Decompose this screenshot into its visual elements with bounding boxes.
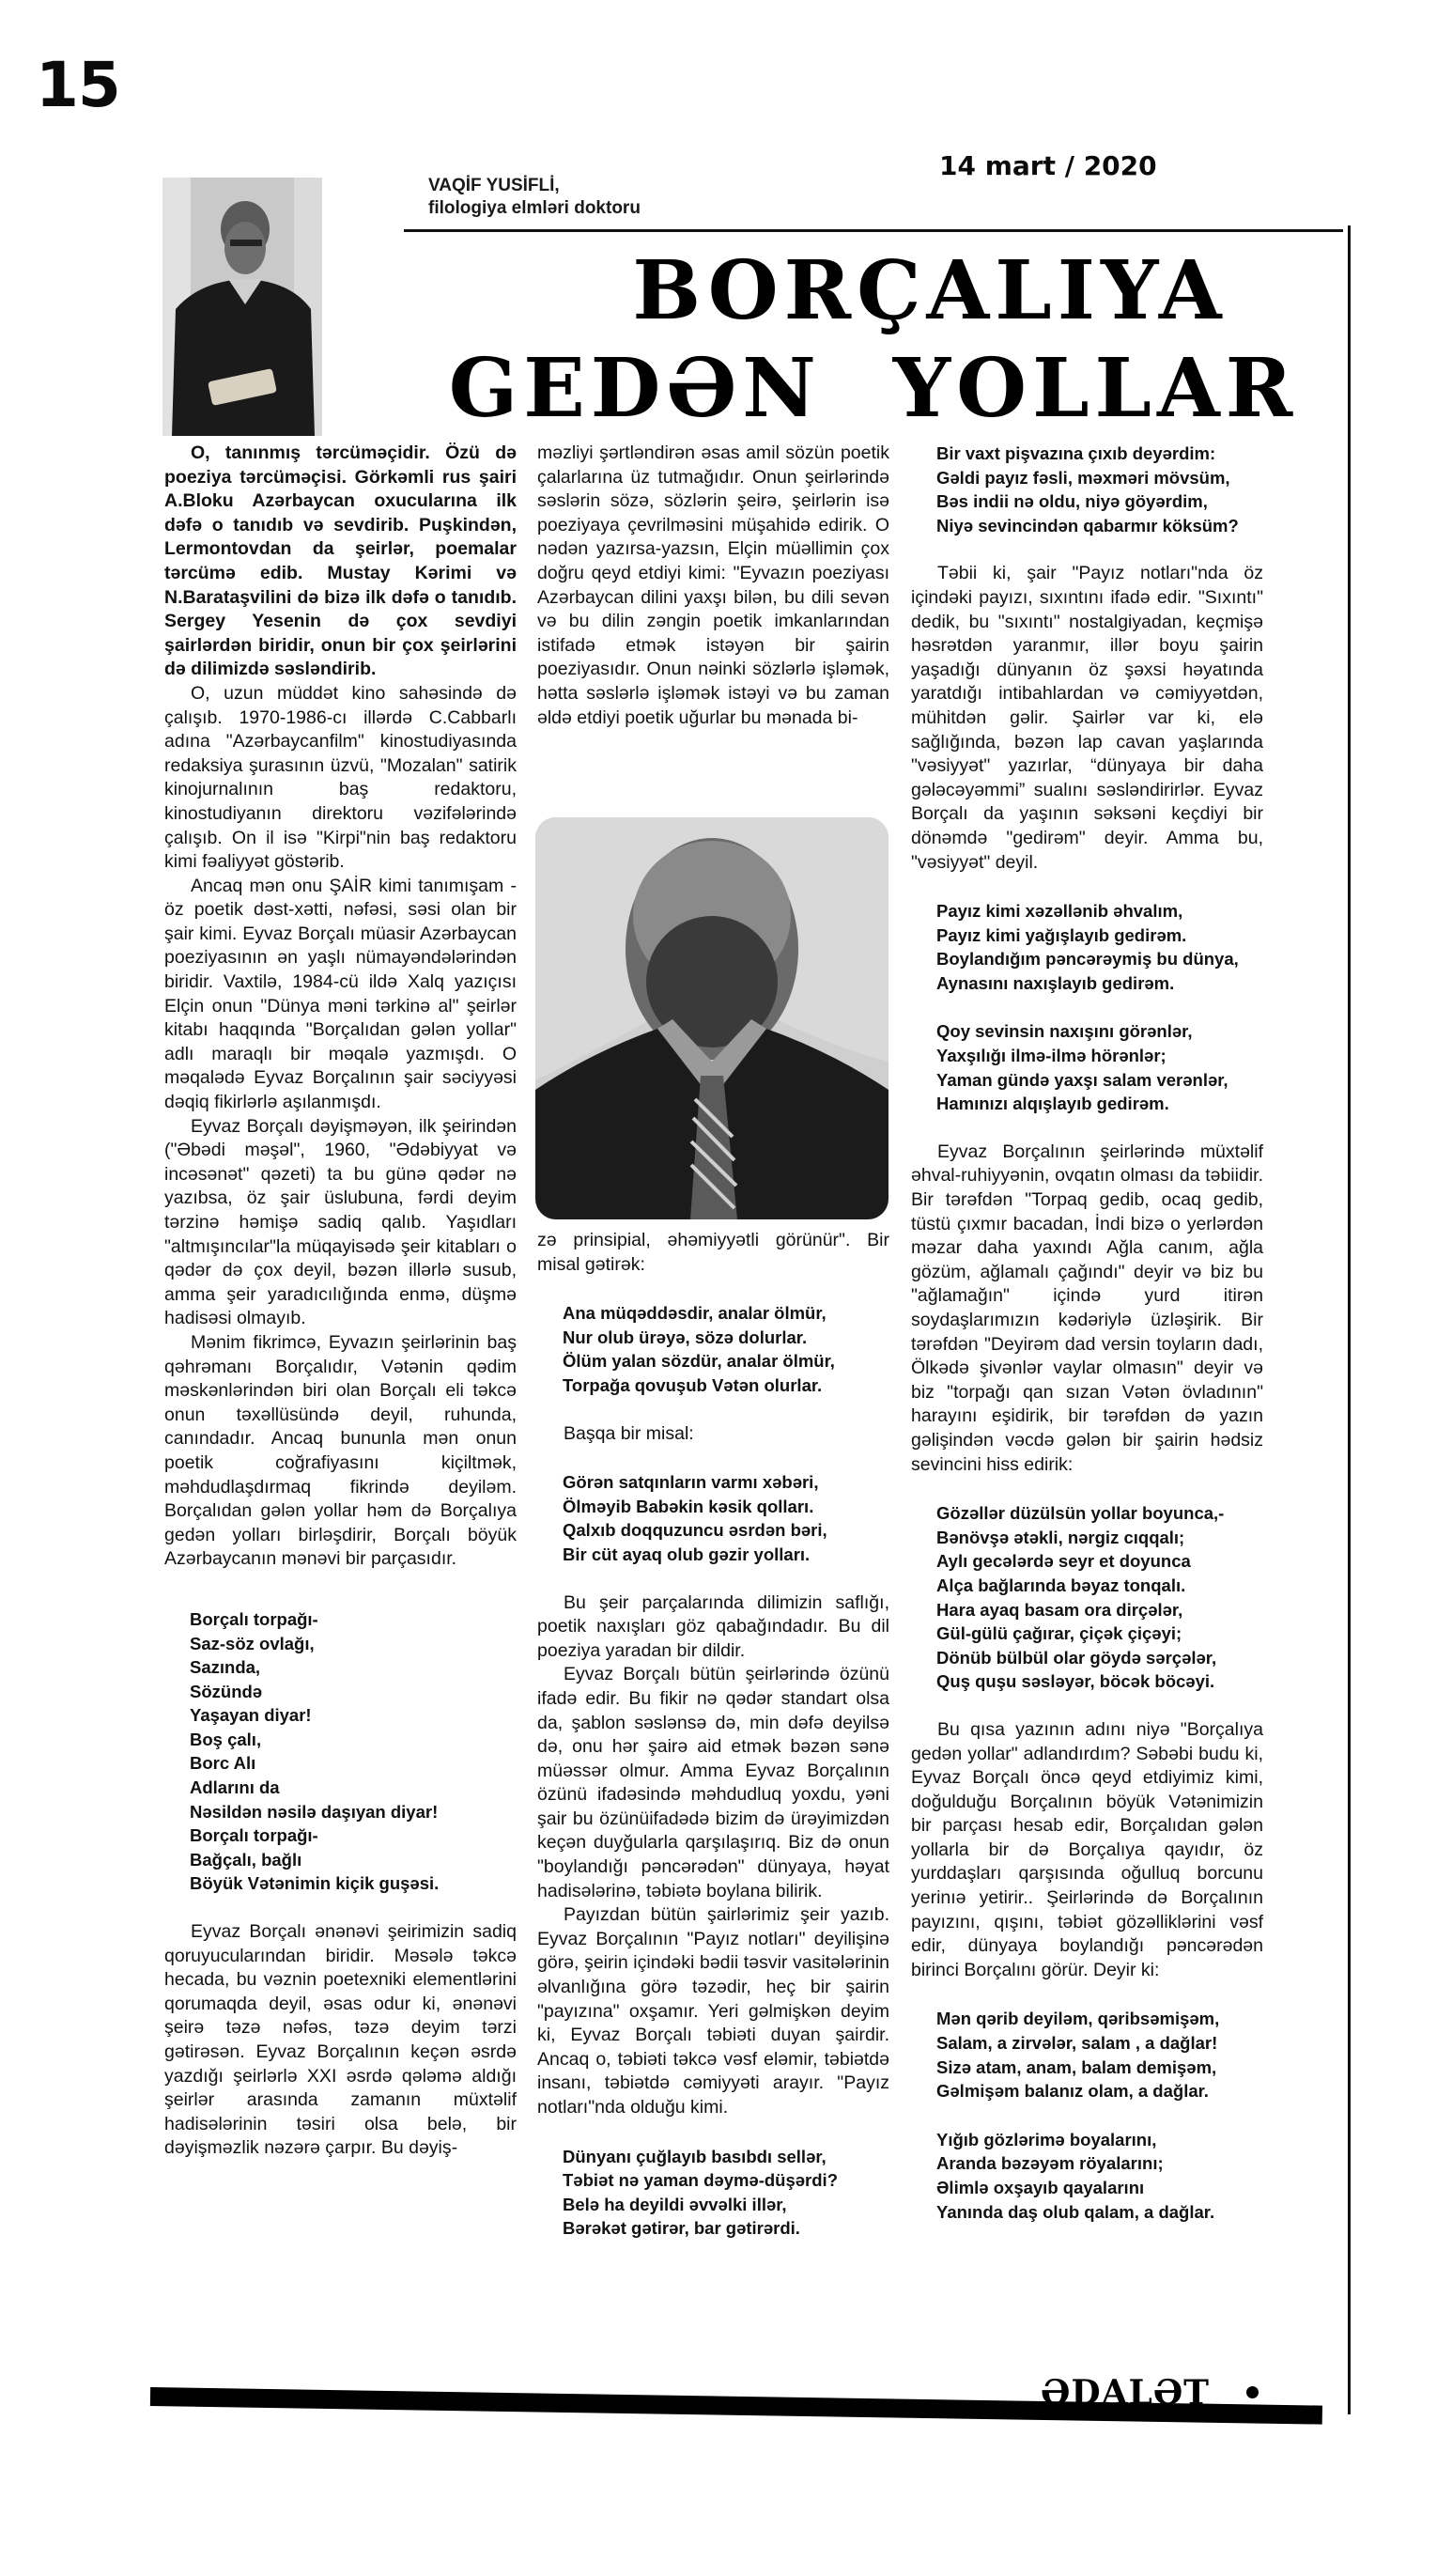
poem-line: Borçalı torpağı- [190, 1825, 318, 1846]
poem-block [537, 1301, 889, 1397]
poem-block [911, 1501, 1263, 1694]
poem-line: Mən qərib deyiləm, qəribsəmişəm, [936, 2009, 1220, 2029]
column-rule-right [1348, 225, 1351, 2414]
poem-line: Qalxıb doqquzuncu əsrdən bəri, [563, 1520, 827, 1541]
paragraph: Eyvaz Borçalı ənənəvi şeirimizin sadiq qoruyucularından biridir. Məsələ təkcə hecada, bu vəznin poetexniki elementlərini qorumaqda deyil, əsas odur ki, ənənəvi şeirə təzə nəfəs, təzə deyim tərzi gətirəsən. Eyvaz Borçalının keçən əsrdə yazdığı şeirlərlə XXI əsrdə qələmə aldığı şeirlər arasında zamanın müxtəlif hadisələrinin təsiri olsa belə, bir dəyişməzlik nəzərə çarpır. Bu dəyiş- [164, 1921, 517, 2159]
poem-line: Borçalı torpağı- [190, 1608, 318, 1629]
paragraph: Ancaq mən onu ŞAİR kimi tanımışam - öz poetik dəst-xətti, nəfəsi, səsi olan bir şair kimi. Eyvaz Borçalı müasir Azərbaycan poeziyasının ən yaşlı nümayəndələrindən biridir. Vaxtilə, 1984-cü ildə Xalq yazıçısı Elçin onun "Dünya məni tərkinə al" şeirlər kitabı haqqında "Borçalıdan gələn yollar" adlı maraqlı bir məqalə yazmışdı. O məqalədə Eyvaz Borçalının şair səciyyəsi dəqiq fikirlərlə aşılanmışdı. [164, 875, 517, 1113]
author-title: filologiya elmləri doktoru [428, 198, 641, 218]
poem-line: Böyük Vətənimin kiçik guşəsi. [190, 1873, 440, 1894]
poem-line: Yaxşılığı ilmə-ilmə hörənlər; [936, 1046, 1167, 1066]
poem-block [164, 1607, 517, 1896]
poem-line: Quş quşu səsləyər, böcək böcəyi. [936, 1671, 1215, 1692]
poem-line: Bəs indii nə oldu, niyə göyərdim, [936, 491, 1208, 512]
poem-line: Yaman gündə yaxşı salam verənlər, [936, 1069, 1228, 1090]
author-portrait-image [162, 178, 322, 436]
poem-line: Sözündə [190, 1681, 263, 1701]
poem-line: Gül-gülü çağırar, çiçək çiçəyi; [936, 1623, 1182, 1644]
poem-block [537, 2145, 889, 2241]
poem-line: Adlarını da [190, 1777, 280, 1798]
poem-block [911, 899, 1263, 995]
poem-line: Belə ha deyildi əvvəlki illər, [563, 2194, 787, 2214]
poem-line: Saz-söz ovlağı, [190, 1633, 315, 1653]
poem-line: Payız kimi yağışlayıb gedirəm. [936, 924, 1187, 945]
poem-line: Təbiət nə yaman dəymə-düşərdi? [563, 2170, 839, 2191]
subject-photo [535, 817, 888, 1219]
poem-line: Aranda bəzəyəm röyalarını; [936, 2153, 1164, 2174]
poem-line: Nəsildən nəsilə daşıyan diyar! [190, 1801, 439, 1822]
byline-divider [404, 229, 1343, 232]
paragraph: O, uzun müddət kino sahəsində də çalışıb. 1970-1986-cı illərdə C.Cabbarlı adına "Azərbaycanfilm" kinostudiyasında redaksiya şurasının üzvü, "Mozalan" satirik kinojurnalının baş redaktoru, kinostudiyanın direktoru vəzifələrində çalışıb. On il isə "Kirpi"nin baş redaktoru kimi fəaliyyət göstərib. [164, 682, 517, 873]
poem-line: Qoy sevinsin naxışını görənlər, [936, 1021, 1193, 1042]
poem-line: Ölməyib Babəkin kəsik qolları. [563, 1496, 814, 1516]
poem-line: Ana müqəddəsdir, analar ölmür, [563, 1303, 827, 1324]
poem-block [911, 1019, 1263, 1115]
paragraph: Başqa bir misal: [564, 1422, 694, 1444]
column-right [911, 442, 1263, 2248]
poem-line: Sizə atam, anam, balam demişəm, [936, 2056, 1217, 2077]
poem-line: Borc Alı [190, 1753, 256, 1774]
author-name: VAQİF YUSİFLİ, [428, 176, 560, 195]
subject-portrait-image [535, 817, 888, 1219]
poem-line: Yığıb gözlərimə boyalarını, [936, 2129, 1157, 2149]
poem-line: Aynasını naxışlayıb gedirəm. [936, 972, 1175, 993]
poem-line: Bir cüt ayaq olub gəzir yolları. [563, 1544, 811, 1564]
poem-line: Aylı gecələrdə seyr et doyunca [936, 1551, 1191, 1572]
poem-line: Hara ayaq basam ora dirçələr, [936, 1599, 1183, 1620]
paragraph: Mənim fikrimcə, Eyvazın şeirlərinin baş qəhrəmanı Borçalıdır, Vətənin qədim məskənlərindən biri olan Borçalı eli təkcə onun təxəllüsündə deyil, ruhunda, canındadır. Ancaq bununla mən onun poetik coğrafiyasını kiçiltmək, məhdudlaşdırmaq fikrində deyiləm. Borçalıdan gələn yollar həm də Borçalıya gedən yolları birləşdirir, Borçalı böyük Azərbaycanın mənəvi bir parçasıdır. [164, 1331, 517, 1570]
poem-line: Bənövşə ətəkli, nərgiz cıqqalı; [936, 1527, 1185, 1547]
paragraph: Payızdan bütün şairlərimiz şeir yazıb. Eyvaz Borçalının "Payız notları" deyilişinə görə, şeirin içindəki bədii təsvir vasitələrinin əlvanlığına görə təzədir, heç bir şairin "payızına" oxşamır. Yeri gəlmişkən deyim ki, Eyvaz Borçalı təbiəti duyan şairdir. Ancaq o, təbiəti təkcə vəsf eləmir, təbiətdə insanı, təbiətdə cəmiyyəti arayır. "Payız notları"nda olduğu kimi. [537, 1904, 889, 2118]
poem-line: Nur olub ürəyə, sözə dolurlar. [563, 1327, 808, 1347]
poem-block [537, 1470, 889, 1566]
bullet-dot-icon [1246, 2386, 1259, 2398]
poem-line: Payız kimi xəzəllənib əhvalım, [936, 901, 1183, 922]
poem-block [911, 442, 1263, 537]
poem-block [911, 2007, 1263, 2103]
poem-line: Sazında, [190, 1657, 261, 1678]
poem-line: Hamınızı alqışlayıb gedirəm. [936, 1094, 1169, 1114]
poem-line: Salam, a zirvələr, salam , a dağlar! [936, 2033, 1218, 2054]
poem-line: Alça bağlarında bəyaz tonqalı. [936, 1575, 1186, 1595]
paragraph: Təbii ki, şair "Payız notları"nda öz içindəki payızı, sıxıntını ifadə edir. "Sıxıntı" dedik, bu "sıxıntı" nostalgiyadan, keçmişə həsrətdən yaranmır, illər boyu şairin yaşadığı dünyanın öz şəxsi həyatında yaratdığı intibahlardan və cəmiyyətdən, mühitdən gəlir. Şairlər var ki, elə sağlığında, bəzən lap cavan yaşlarında "vəsiyyət" yazırlar, “dünyaya bir daha gələcəyəmmi” sualını səsləndirirlər. Eyvaz Borçalı da yaşının səksəni keçdiyi bir dönəmdə "gedirəm" deyir. Amma bu, "vəsiyyət" deyil. [911, 563, 1263, 873]
paragraph: Eyvaz Borçalı dəyişməyən, ilk şeirindən ("Əbədi məşəl", 1960, "Ədəbiyyat və incəsənət" qəzeti) ta bu günə qədər nə yazıbsa, öz şair üslubuna, fərdi deyim tərzinə həmişə sadiq qalıb. Yaşıdları "altmışıncılar"la müqayisədə şeir kitabları o qədər də çox deyil, bəzən illərlə susub, amma şeir yaradıcılığında enmə, düşmə hadisəsi olmayıb. [164, 1115, 517, 1329]
newspaper-brand: ƏDALƏT [1041, 2373, 1210, 2413]
paragraph: zə prinsipial, əhəmiyyətli görünür". Bir misal gətirək: [537, 1230, 889, 1275]
lead-paragraph: O, tanınmış tərcüməçidir. Özü də poeziya tərcüməçisi. Görkəmli rus şairi A.Bloku Azərbaycan oxucularına ilk dəfə o tanıdıb və sevdirib. Puşkindən, Lermontovdan da şeirlər, poemalar tərcümə edib. Mustay Kərimi və N.Barataşvilini də bizə ilk dəfə o tanıdıb. Sergey Yesenin də çox sevdiyi şairlərdən biridir, onun bir çox şeirlərini də dilimizdə səsləndirib. [164, 442, 517, 680]
poem-line: Gəldi payız fəsli, məxməri mövsüm, [936, 467, 1230, 488]
column-middle [537, 442, 889, 730]
paragraph: Bu şeir parçalarında dilimizin saflığı, poetik naxışları göz qabağındadır. Bu dil poeziya yaradan bir dildir. [537, 1591, 889, 1661]
page-number: 15 [36, 49, 120, 121]
headline-line-1: BORÇALIYA [632, 243, 1228, 338]
poem-line: Yaşayan diyar! [190, 1705, 312, 1726]
poem-line: Bağçalı, bağlı [190, 1849, 302, 1870]
poem-line: Əlimlə oxşayıb qayalarını [936, 2178, 1145, 2197]
column-left [164, 442, 517, 2161]
issue-date: 14 mart / 2020 [939, 150, 1157, 181]
headline-line-2: GEDƏN YOLLAR [448, 341, 1299, 436]
poem-line: Bir vaxt pişvazına çıxıb deyərdim: [936, 443, 1216, 463]
author-photo [162, 178, 322, 436]
poem-line: Görən satqınların varmı xəbəri, [563, 1472, 819, 1493]
poem-line: Niyə sevincindən qabarmır köksüm? [936, 515, 1239, 535]
poem-line: Gözəllər düzülsün yollar boyunca,- [936, 1503, 1225, 1524]
poem-line: Boş çalı, [190, 1729, 262, 1749]
paragraph: Bu qısa yazının adını niyə "Borçalıya gedən yollar" adlandırdım? Səbəbi budu ki, Eyvaz Borçalı öncə qeyd etdiyimiz kimi, doğulduğu Borçalının böyük Vətənimizin bir parçası hesab edir, Borçalıdan gələn yollarla bir də Borçalıya qayıdır, öz yurddaşları qarşısında oğulluq borcunu yerinıə yetirir.. Şeirlərində də Borçalının payızını, qışını, təbiət gözəlliklərini vəsf edir, dünyaya boylandığı pəncərədən birinci Borçalını görür. Deyir ki: [911, 1718, 1263, 1980]
poem-block [911, 2128, 1263, 2224]
poem-line: Dünyanı çuğlayıb basıbdı sellər, [563, 2146, 827, 2166]
poem-line: Dönüb bülbül olar göydə sərçələr, [936, 1647, 1217, 1668]
poem-line: Torpağa qovuşub Vətən olurlar. [563, 1374, 823, 1395]
column-middle-continued [537, 1229, 889, 2265]
poem-line: Bərəkət gətirər, bar gətirərdi. [563, 2218, 800, 2239]
poem-line: Yanında daş olub qalam, a dağlar. [936, 2201, 1215, 2222]
paragraph: məzliyi şərtləndirən əsas amil sözün poetik çalarlarına üz tutmağıdır. Onun şeirlərində səslərin sözə, sözlərin şeirə, şeirlərin isə poeziyaya çevrilməsini müşahidə edirik. O nədən yazırsa-yazsın, Elçin müəllimin çox doğru qeyd etdiyi kimi: "Eyvazın poeziyası Azərbaycan dilini yaxşı bilən, bu dili sevən və bu dilin zəngin poetik imkanlarından istifadə etmək istəyən bir şairin poeziyasıdır. Onun nəinki sözlərlə işləmək, hətta səslərlə işləmək istəyi və bu zaman əldə etdiyi poetik uğurlar bu mənada bi- [537, 442, 889, 728]
headline [404, 242, 1343, 438]
poem-line: Boylandığım pəncərəymiş bu dünya, [936, 949, 1239, 970]
paragraph: Eyvaz Borçalı bütün şeirlərində özünü ifadə edir. Bu fikir nə qədər standart olsa da, şablon səslənsə də, min dəfə deyilsə də, onu hər şairə aid etmək bəzən sənə müəssər olmur. Amma Eyvaz Borçalının özünü ifadəsində məhdudluq yoxdu, yəni şair bu özünüifadədə bizim də ürəyimizdən keçən duyğularla qarşılaşırıq. Biz də onun "boylandığı pəncərədən" dünyaya, həyat hadisələrinə, təbiətə boylana bilirik. [537, 1664, 889, 1901]
byline [428, 175, 641, 220]
paragraph: Eyvaz Borçalının şeirlərində müxtəlif əhval-ruhiyyənin, ovqatın olması da təbiidir. Bir tərəfdən "Torpaq gedib, ocaq gedib, tüstü çıxmır bacadan, İndi bizə o yerlərdən məzar daha yaxındı Ağla canım, ağla gözüm, ağlamalı çağındı" deyir və biz bu "ağlamağın" içində yurd itirən soydaşlarımızın kədəriylə üzləşirik. Bir tərəfdən "Deyirəm dad versin toyların dadı, Ölkədə şivənlər vaylar olmasın" deyir və biz "torpağı qan sızan Vətən övladının" harayını eşidirik, bir tərəfdən də yazın gəlişindən vəcdə gələn bir şairin hədsiz sevincini hiss edirik: [911, 1141, 1263, 1475]
poem-line: Gəlmişəm balanız olam, a dağlar. [936, 2081, 1209, 2102]
poem-line: Ölüm yalan sözdür, analar ölmür, [563, 1351, 835, 1372]
